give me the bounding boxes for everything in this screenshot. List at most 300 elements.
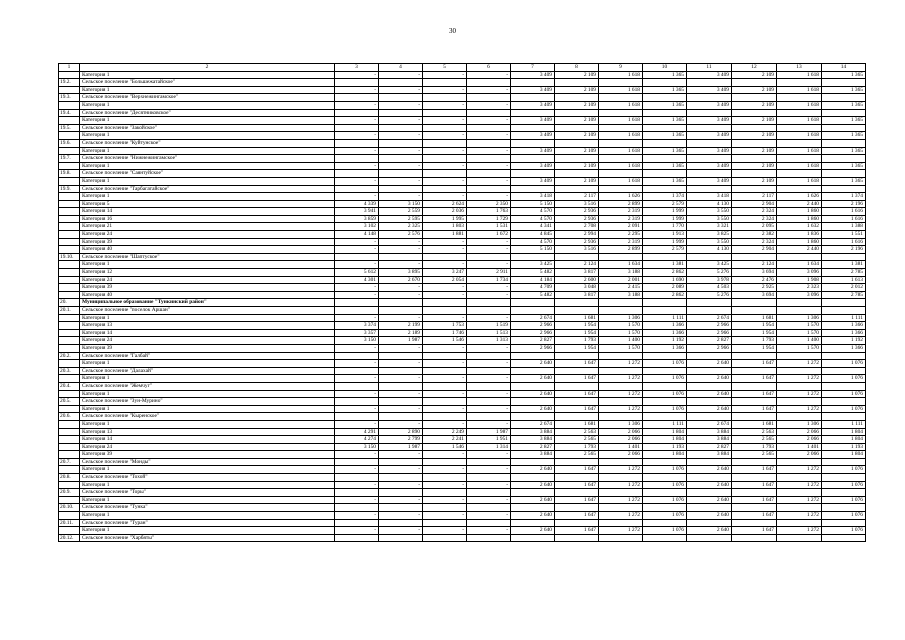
empty-cell <box>467 94 511 102</box>
value-cell: 5 482 <box>511 291 555 299</box>
empty-cell <box>379 474 423 482</box>
value-cell: 3 409 <box>511 101 555 109</box>
value-cell: 1 770 <box>643 223 687 231</box>
empty-cell <box>777 413 822 421</box>
value-cell: 2 324 <box>732 238 777 246</box>
empty-cell <box>511 253 555 261</box>
value-cell: 1 365 <box>822 86 866 94</box>
value-cell: 3 694 <box>732 291 777 299</box>
empty-cell <box>467 504 511 512</box>
value-cell: - <box>423 162 467 170</box>
section-row <box>59 253 866 261</box>
value-cell: 1 365 <box>643 71 687 79</box>
header-cell: 10 <box>643 64 687 72</box>
value-cell: 1 987 <box>467 428 511 436</box>
table-row <box>59 147 866 155</box>
empty-cell <box>379 185 423 193</box>
empty-cell <box>423 504 467 512</box>
value-cell: 1 365 <box>822 101 866 109</box>
value-cell: 1 570 <box>777 322 822 330</box>
empty-cell <box>822 367 866 375</box>
value-cell: 1 076 <box>822 527 866 535</box>
empty-cell <box>511 382 555 390</box>
value-cell: 1 076 <box>822 405 866 413</box>
value-cell: 3 409 <box>511 117 555 125</box>
empty-cell <box>777 307 822 315</box>
section-row <box>59 185 866 193</box>
section-row <box>59 504 866 512</box>
section-row <box>59 489 866 497</box>
row-number <box>59 284 80 292</box>
section-row <box>59 299 866 307</box>
empty-cell <box>643 489 687 497</box>
value-cell: 1 618 <box>777 162 822 170</box>
header-cell: 9 <box>599 64 643 72</box>
value-cell: 1 272 <box>777 390 822 398</box>
category-label: Категория 24 <box>80 276 335 284</box>
value-cell: 3 188 <box>599 291 643 299</box>
category-label: Категория 1 <box>80 71 335 79</box>
section-title: Сельское поселение "поселок Аршан" <box>80 307 335 315</box>
value-cell: 1 531 <box>467 223 511 231</box>
value-cell: 2 565 <box>732 451 777 459</box>
value-cell: - <box>335 527 379 535</box>
value-cell: 1 804 <box>822 451 866 459</box>
category-label: Категория 39 <box>80 451 335 459</box>
row-number <box>59 329 80 337</box>
value-cell: 2 066 <box>599 428 643 436</box>
value-cell: 1 618 <box>599 101 643 109</box>
value-cell: - <box>335 291 379 299</box>
empty-cell <box>379 458 423 466</box>
empty-cell <box>599 139 643 147</box>
empty-cell <box>335 367 379 375</box>
value-cell: - <box>423 246 467 254</box>
empty-cell <box>822 413 866 421</box>
value-cell: 1 076 <box>643 527 687 535</box>
value-cell: - <box>379 101 423 109</box>
value-cell: 1 365 <box>643 162 687 170</box>
empty-cell <box>822 139 866 147</box>
empty-cell <box>643 474 687 482</box>
category-label: Категория 24 <box>80 443 335 451</box>
row-number: 20.6. <box>59 413 80 421</box>
empty-cell <box>467 124 511 132</box>
empty-cell <box>777 352 822 360</box>
value-cell: 1 647 <box>732 512 777 520</box>
value-cell: 1 570 <box>777 344 822 352</box>
empty-cell <box>335 458 379 466</box>
value-cell: 2 966 <box>687 329 732 337</box>
empty-cell <box>423 534 467 542</box>
value-cell: 4 274 <box>335 436 379 444</box>
empty-cell <box>467 458 511 466</box>
value-cell: - <box>379 466 423 474</box>
empty-cell <box>335 170 379 178</box>
value-cell: 1 076 <box>643 390 687 398</box>
value-cell: 1 272 <box>777 496 822 504</box>
value-cell: - <box>423 405 467 413</box>
value-cell: 1 272 <box>599 375 643 383</box>
value-cell: - <box>467 375 511 383</box>
empty-cell <box>555 352 599 360</box>
empty-cell <box>687 94 732 102</box>
value-cell: - <box>335 344 379 352</box>
value-cell: 1 272 <box>777 466 822 474</box>
value-cell: 1 647 <box>732 375 777 383</box>
section-title: Сельское поселение "Харбяты" <box>80 534 335 542</box>
empty-cell <box>822 534 866 542</box>
table-row <box>59 231 866 239</box>
empty-cell <box>335 124 379 132</box>
empty-cell <box>423 94 467 102</box>
empty-cell <box>599 519 643 527</box>
value-cell: 2 325 <box>379 223 423 231</box>
value-cell: - <box>423 193 467 201</box>
empty-cell <box>687 253 732 261</box>
table-row <box>59 512 866 520</box>
value-cell: - <box>379 193 423 201</box>
empty-cell <box>687 504 732 512</box>
empty-cell <box>467 109 511 117</box>
empty-cell <box>599 79 643 87</box>
value-cell: 2 109 <box>555 177 599 185</box>
value-cell: 1 954 <box>555 329 599 337</box>
table-row <box>59 360 866 368</box>
value-cell: 2 196 <box>822 246 866 254</box>
value-cell: 1 995 <box>423 215 467 223</box>
value-cell: 2 319 <box>599 208 643 216</box>
section-title: Сельское поселение "Зун-Мурино" <box>80 398 335 406</box>
empty-cell <box>777 398 822 406</box>
value-cell: 2 640 <box>687 481 732 489</box>
value-cell: 2 640 <box>511 405 555 413</box>
value-cell: - <box>423 527 467 535</box>
empty-cell <box>379 489 423 497</box>
value-cell: 2 109 <box>555 147 599 155</box>
value-cell: 5 276 <box>687 291 732 299</box>
value-cell: - <box>335 101 379 109</box>
category-label: Категория 1 <box>80 375 335 383</box>
value-cell: - <box>379 284 423 292</box>
table-row <box>59 291 866 299</box>
value-cell: 1 647 <box>555 466 599 474</box>
section-title: Сельское поселение "Монды" <box>80 458 335 466</box>
empty-cell <box>423 413 467 421</box>
row-number <box>59 420 80 428</box>
empty-cell <box>511 504 555 512</box>
empty-cell <box>511 170 555 178</box>
empty-cell <box>423 307 467 315</box>
empty-cell <box>599 504 643 512</box>
table-row <box>59 238 866 246</box>
category-label: Категория 39 <box>80 344 335 352</box>
value-cell: 1 366 <box>822 344 866 352</box>
value-cell: 1 804 <box>643 436 687 444</box>
empty-cell <box>732 170 777 178</box>
row-number: 19.3. <box>59 94 80 102</box>
empty-cell <box>599 413 643 421</box>
empty-cell <box>599 307 643 315</box>
empty-cell <box>732 382 777 390</box>
section-title: Сельское поселение "Нижнежингамское" <box>80 155 335 163</box>
empty-cell <box>599 94 643 102</box>
value-cell: 4 130 <box>687 246 732 254</box>
value-cell: 1 192 <box>643 337 687 345</box>
empty-cell <box>511 413 555 421</box>
value-cell: 2 966 <box>511 344 555 352</box>
empty-cell <box>379 352 423 360</box>
value-cell: 1 111 <box>643 314 687 322</box>
value-cell: 2 565 <box>555 436 599 444</box>
value-cell: 2 440 <box>777 246 822 254</box>
value-cell: 1 272 <box>777 360 822 368</box>
section-title: Сельское поселение "Тунка" <box>80 504 335 512</box>
value-cell: 2 066 <box>599 436 643 444</box>
value-cell: 1 076 <box>643 512 687 520</box>
value-cell: 1 076 <box>643 466 687 474</box>
table-row <box>59 276 866 284</box>
value-cell: 1 734 <box>467 276 511 284</box>
value-cell: - <box>379 86 423 94</box>
value-cell: 3 550 <box>687 208 732 216</box>
value-cell: 1 999 <box>643 215 687 223</box>
row-number: 19.6. <box>59 139 80 147</box>
empty-cell <box>732 307 777 315</box>
section-row <box>59 109 866 117</box>
row-number <box>59 238 80 246</box>
value-cell: - <box>379 71 423 79</box>
empty-cell <box>687 352 732 360</box>
empty-cell <box>335 185 379 193</box>
category-label: Категория 16 <box>80 215 335 223</box>
table-row <box>59 466 866 474</box>
category-label: Категория 12 <box>80 269 335 277</box>
empty-cell <box>379 398 423 406</box>
value-cell: 2 109 <box>732 132 777 140</box>
value-cell: 1 987 <box>379 443 423 451</box>
empty-cell <box>822 299 866 307</box>
value-cell: 1 746 <box>423 329 467 337</box>
empty-cell <box>555 109 599 117</box>
value-cell: 3 096 <box>777 291 822 299</box>
empty-cell <box>511 534 555 542</box>
value-cell: 1 793 <box>732 337 777 345</box>
value-cell: 1 546 <box>423 337 467 345</box>
row-number <box>59 344 80 352</box>
section-title: Сельское поселение "Шаптуское" <box>80 253 335 261</box>
row-number <box>59 200 80 208</box>
value-cell: 2 066 <box>599 451 643 459</box>
value-cell: 2 109 <box>732 117 777 125</box>
row-number: 20.11. <box>59 519 80 527</box>
value-cell: 3 694 <box>732 269 777 277</box>
value-cell: - <box>467 512 511 520</box>
empty-cell <box>732 94 777 102</box>
value-cell: 1 647 <box>732 527 777 535</box>
value-cell: - <box>379 147 423 155</box>
value-cell: 1 111 <box>643 420 687 428</box>
value-cell: 2 890 <box>379 428 423 436</box>
value-cell: 3 321 <box>687 223 732 231</box>
empty-cell <box>335 299 379 307</box>
empty-cell <box>822 458 866 466</box>
empty-cell <box>777 367 822 375</box>
empty-cell <box>777 299 822 307</box>
section-title: Сельское поселение "Тарбагатайское" <box>80 185 335 193</box>
value-cell: - <box>335 71 379 79</box>
value-cell: 2 640 <box>687 405 732 413</box>
value-cell: 1 618 <box>777 132 822 140</box>
empty-cell <box>687 474 732 482</box>
value-cell: - <box>423 71 467 79</box>
empty-cell <box>643 398 687 406</box>
empty-cell <box>423 474 467 482</box>
value-cell: 2 966 <box>687 344 732 352</box>
row-number <box>59 314 80 322</box>
category-label: Категория 1 <box>80 147 335 155</box>
empty-cell <box>555 253 599 261</box>
value-cell: 1 306 <box>777 420 822 428</box>
empty-cell <box>423 519 467 527</box>
empty-cell <box>822 79 866 87</box>
value-cell: 3 409 <box>687 71 732 79</box>
row-number: 20.9. <box>59 489 80 497</box>
value-cell: 1 381 <box>643 261 687 269</box>
value-cell: - <box>379 132 423 140</box>
row-number: 19.4. <box>59 109 80 117</box>
value-cell: 2 579 <box>643 200 687 208</box>
value-cell: 1 647 <box>555 375 599 383</box>
empty-cell <box>511 307 555 315</box>
empty-cell <box>511 155 555 163</box>
value-cell: - <box>423 117 467 125</box>
header-cell: 6 <box>467 64 511 72</box>
value-cell: 3 409 <box>687 147 732 155</box>
empty-cell <box>555 170 599 178</box>
empty-cell <box>777 170 822 178</box>
section-row <box>59 124 866 132</box>
empty-cell <box>467 79 511 87</box>
empty-cell <box>687 139 732 147</box>
table-row <box>59 375 866 383</box>
empty-cell <box>643 299 687 307</box>
row-number: 20.5. <box>59 398 80 406</box>
value-cell: 1 365 <box>822 147 866 155</box>
value-cell: 3 425 <box>511 261 555 269</box>
value-cell: - <box>335 481 379 489</box>
row-number <box>59 177 80 185</box>
value-cell: 1 793 <box>732 443 777 451</box>
value-cell: 2 600 <box>555 276 599 284</box>
empty-cell <box>777 474 822 482</box>
value-cell: - <box>423 481 467 489</box>
value-cell: 1 618 <box>777 86 822 94</box>
value-cell: 2 324 <box>732 208 777 216</box>
value-cell: 2 640 <box>511 466 555 474</box>
section-row <box>59 139 866 147</box>
empty-cell <box>687 155 732 163</box>
value-cell: 1 365 <box>643 177 687 185</box>
empty-cell <box>599 474 643 482</box>
value-cell: - <box>379 261 423 269</box>
value-cell: 1 366 <box>822 322 866 330</box>
value-cell: 1 954 <box>732 322 777 330</box>
empty-cell <box>555 185 599 193</box>
value-cell: 1 076 <box>822 390 866 398</box>
value-cell: 1 513 <box>467 329 511 337</box>
empty-cell <box>777 534 822 542</box>
value-cell: 1 272 <box>777 512 822 520</box>
empty-cell <box>467 307 511 315</box>
value-cell: 3 409 <box>687 177 732 185</box>
value-cell: 3 409 <box>511 132 555 140</box>
value-cell: - <box>423 420 467 428</box>
value-cell: - <box>467 451 511 459</box>
value-cell: - <box>423 360 467 368</box>
section-title: Сельское поселение "Десятниковское" <box>80 109 335 117</box>
empty-cell <box>511 398 555 406</box>
value-cell: 2 827 <box>687 443 732 451</box>
empty-cell <box>643 519 687 527</box>
table-row <box>59 269 866 277</box>
empty-cell <box>777 489 822 497</box>
value-cell: 2 899 <box>599 246 643 254</box>
value-cell: 2 109 <box>732 101 777 109</box>
value-cell: 1 272 <box>777 527 822 535</box>
empty-cell <box>643 382 687 390</box>
value-cell: 1 987 <box>379 337 423 345</box>
table-row <box>59 443 866 451</box>
empty-cell <box>335 79 379 87</box>
category-label: Категория 1 <box>80 496 335 504</box>
value-cell: 3 096 <box>777 269 822 277</box>
value-cell: - <box>379 177 423 185</box>
row-number <box>59 269 80 277</box>
empty-cell <box>335 139 379 147</box>
empty-cell <box>687 170 732 178</box>
empty-cell <box>687 124 732 132</box>
value-cell: 1 618 <box>777 71 822 79</box>
empty-cell <box>511 352 555 360</box>
empty-cell <box>379 367 423 375</box>
row-number <box>59 246 80 254</box>
section-row <box>59 94 866 102</box>
value-cell: - <box>379 246 423 254</box>
value-cell: - <box>379 344 423 352</box>
value-cell: 4 339 <box>335 200 379 208</box>
empty-cell <box>822 382 866 390</box>
table-row <box>59 162 866 170</box>
empty-cell <box>335 253 379 261</box>
value-cell: 1 365 <box>822 71 866 79</box>
value-cell: 3 941 <box>335 208 379 216</box>
value-cell: 1 647 <box>555 496 599 504</box>
value-cell: 4 291 <box>335 428 379 436</box>
section-row <box>59 382 866 390</box>
value-cell: 1 365 <box>822 117 866 125</box>
value-cell: 2 109 <box>732 86 777 94</box>
value-cell: 3 884 <box>687 451 732 459</box>
value-cell: - <box>467 132 511 140</box>
empty-cell <box>467 253 511 261</box>
empty-cell <box>777 185 822 193</box>
row-number <box>59 208 80 216</box>
section-row <box>59 398 866 406</box>
table-row <box>59 329 866 337</box>
value-cell: - <box>467 193 511 201</box>
value-cell: 1 618 <box>777 117 822 125</box>
